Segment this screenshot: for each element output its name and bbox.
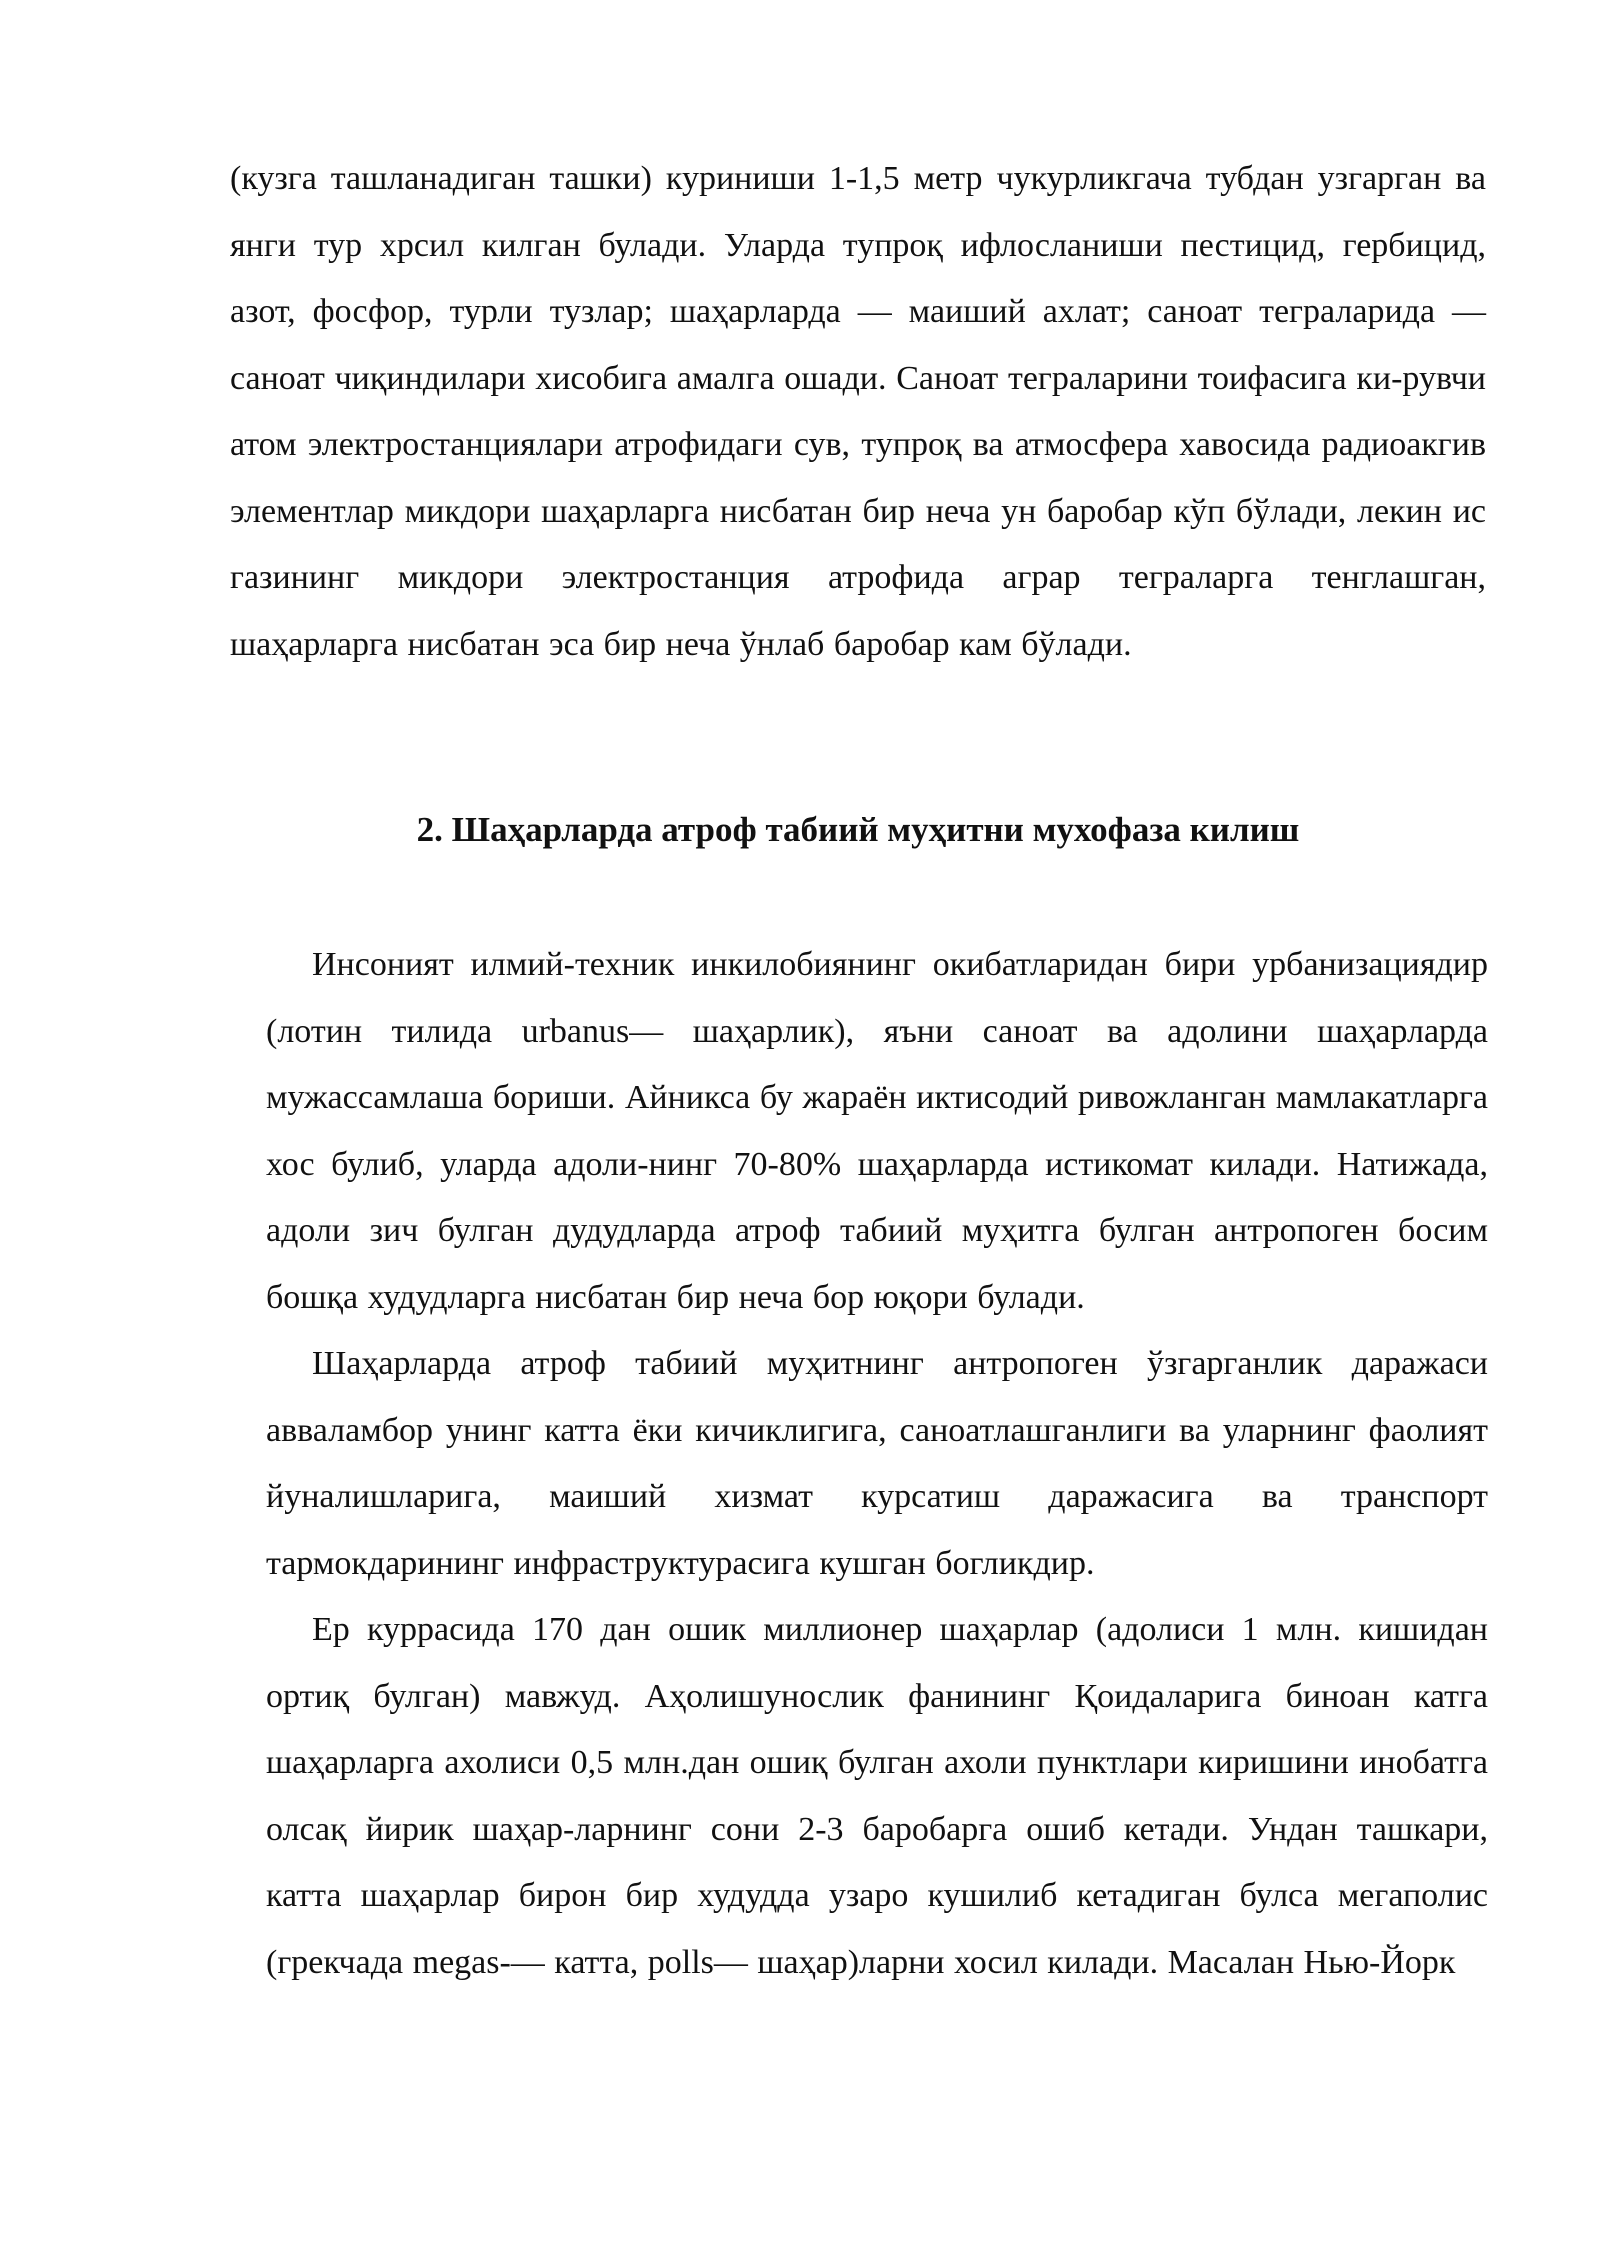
- continuation-paragraph: (кузга ташланадиган ташки) куриниши 1-1,5 метр чукурликгача тубдан узгарган ва янги тур хрсил килган булади. Уларда тупроқ ифлосланиши пестицид, гербицид, азот, фосфор, турли тузлар; шаҳарларда — маиший ахлат; саноат теграларида — саноат чиқиндилари хисобига амалга ошади. Саноат теграларини тоифасига ки-рувчи атом электростанциялари атрофидаги сув, тупроқ ва атмосфера хавосида радиоакгив элементлар микдори шаҳарларга нисбатан бир неча ун баробар кўп бўлади, лекин ис газининг микдори электростанция атрофида аграр теграларга тенглашган, шаҳарларга нисбатан эса бир неча ўнлаб баробар кам бўлади.: [230, 160, 1486, 663]
- section-heading: 2. Шаҳарларда атроф табиий муҳитни мухофаза килиш: [416, 810, 1300, 849]
- paragraph-anthropogenic-change: Шаҳарларда атроф табиий муҳитнинг антропоген ўзгарганлик даражаси авваламбор унинг катта ёки кичиклигига, саноатлашганлиги ва уларнинг фаолият йуналишларига, маиший хизмат курсатиш даражасига ва транспорт тармокдарининг инфраструктурасига кушган богликдир.: [266, 1345, 1488, 1582]
- paragraph-urbanization: Инсоният илмий-техник инкилобиянинг окибатларидан бири урбанизациядир (лотин тилида urbanus— шаҳарлик), яъни саноат ва адолини шаҳарларда мужассамлаша бориши. Айникса бу жараён иктисодий ривожланган мамлакатларга хос булиб, уларда адоли-нинг 70-80% шаҳарларда истикомат килади. Натижада, адоли зич булган дудудларда атроф табиий муҳитга булган антропоген босим бошқа худудларга нисбатан бир неча бор юқори булади.: [266, 946, 1488, 1316]
- section-body: [266, 932, 1488, 1996]
- paragraph-millionaire-cities: Ер куррасида 170 дан ошик миллионер шаҳарлар (адолиси 1 млн. кишидан ортиқ булган) мавжуд. Аҳолишунослик фанининг Қоидаларига биноан катга шаҳарларга ахолиси 0,5 млн.дан ошиқ булган ахоли пунктлари киришини инобатга олсақ йирик шаҳар-ларнинг сони 2-3 баробарга ошиб кетади. Ундан ташкари, катта шаҳарлар бирон бир худудда узаро кушилиб кетадиган булса мегаполис (грекчада megas-— катта, polls— шаҳар)ларни хосил килади. Масалан Нью-Йорк: [266, 1611, 1488, 1981]
